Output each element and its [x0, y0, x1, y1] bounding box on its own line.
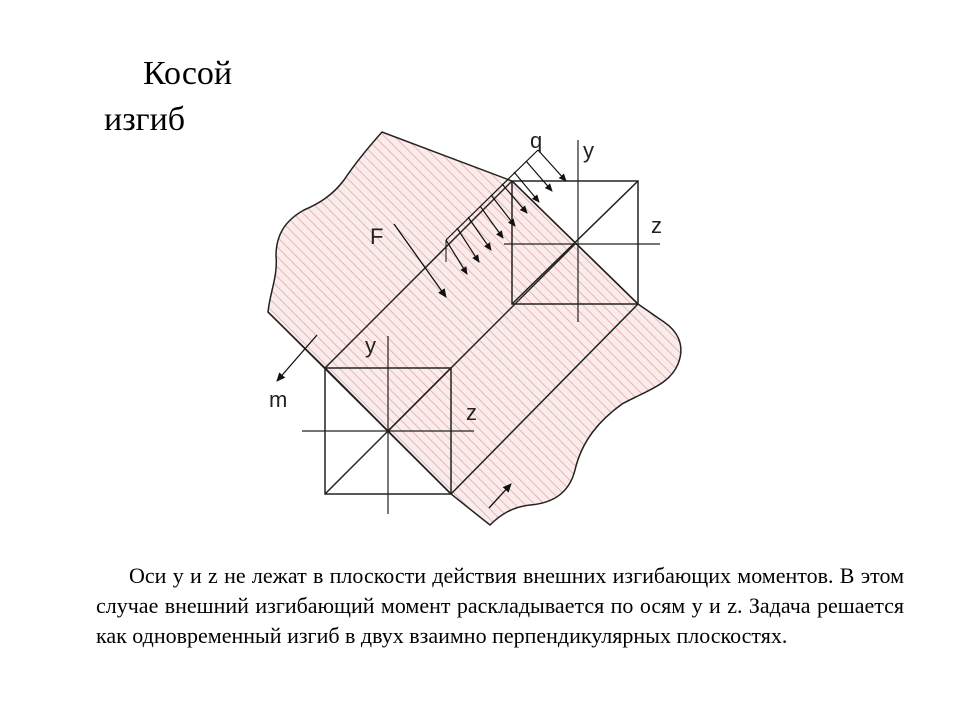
caption-text: [96, 561, 904, 651]
slide-title-line-2: изгиб: [104, 101, 186, 138]
label-z-bottom: z: [466, 400, 477, 425]
label-z-top: z: [651, 213, 662, 238]
label-q: q: [530, 128, 543, 153]
label-y-top: y: [583, 138, 594, 163]
label-F: F: [370, 224, 384, 249]
label-m: m: [269, 387, 288, 412]
moment-m-arrow: [277, 335, 317, 381]
section-plane: [268, 132, 681, 525]
label-y-bottom: y: [365, 333, 376, 358]
caption-body: Оси y и z не лежат в плоскости действия внешних изгибающих моментов. В этом случае внешний изгибающий момент раскладывается по осям y и z. Задача решается как одновременный изгиб в двух взаимно перпендикулярных плоскостях.: [96, 563, 904, 648]
slide-title-line-1: Косой: [143, 55, 233, 92]
